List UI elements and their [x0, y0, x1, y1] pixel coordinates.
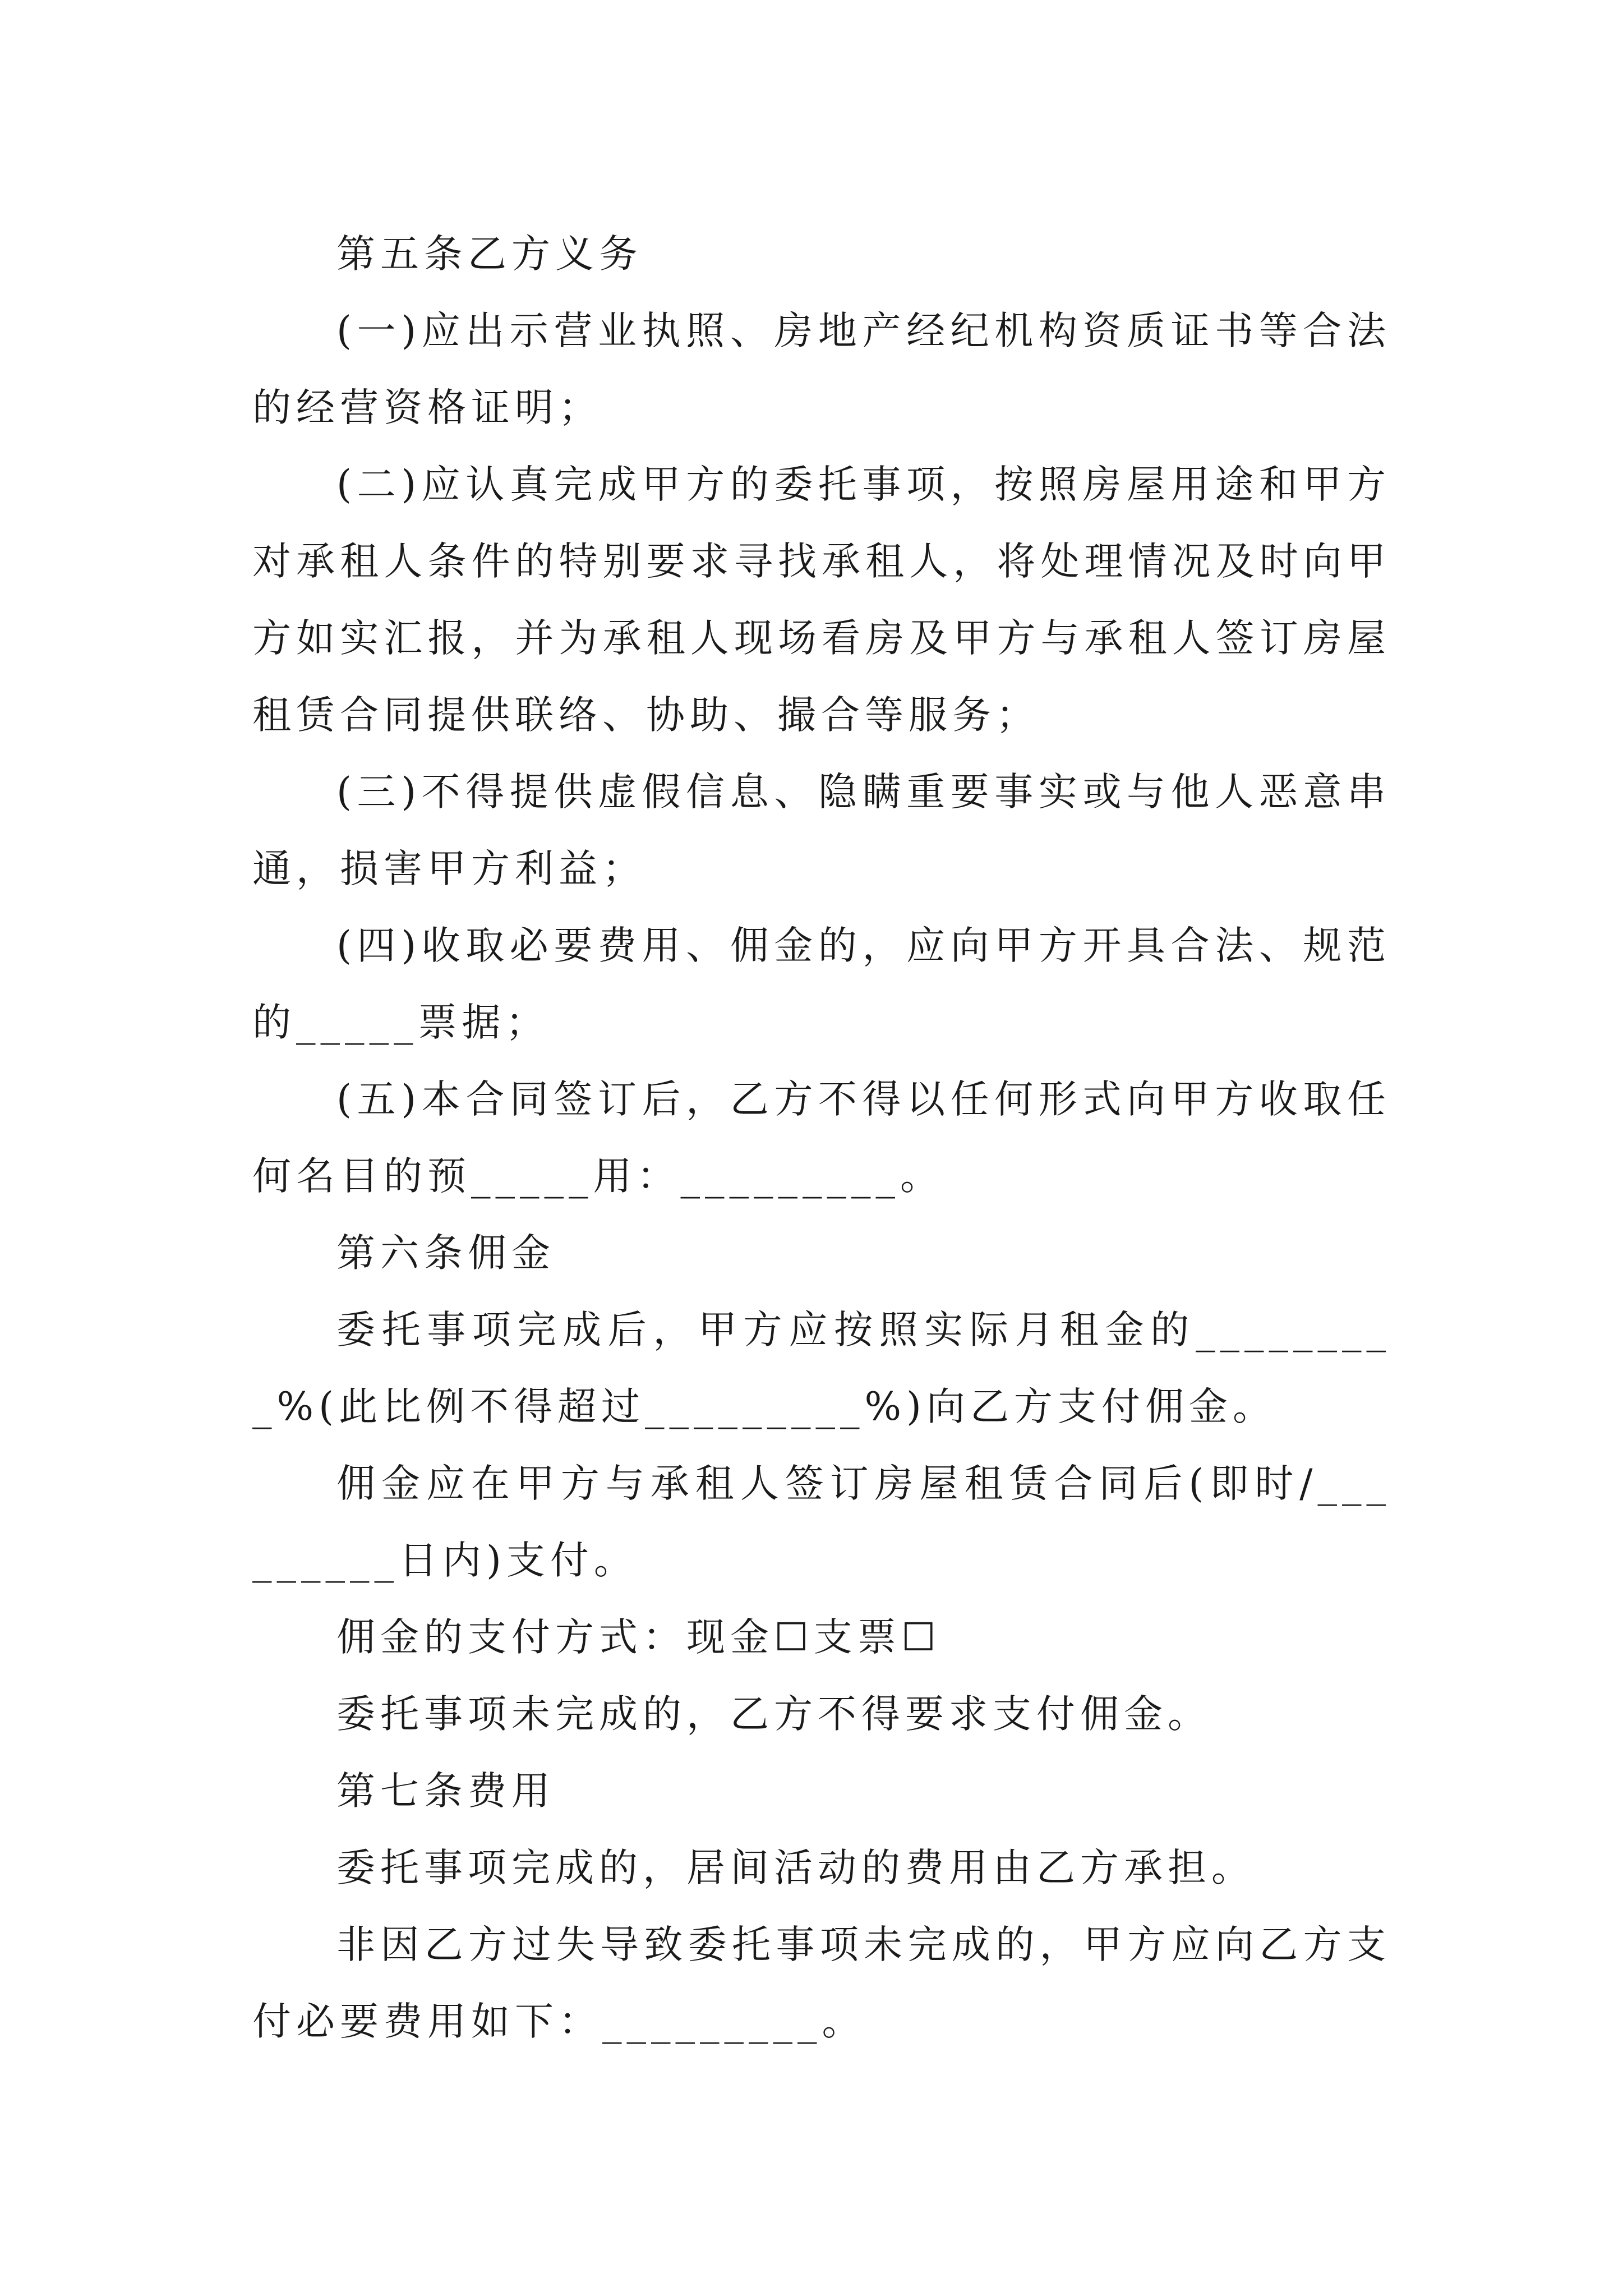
article5-item3: (三)不得提供虚假信息、隐瞒重要事实或与他人恶意串通，损害甲方利益； [252, 770, 1391, 891]
article6-title: 第六条佣金 [336, 1231, 555, 1276]
article5-item4: (四)收取必要费用、佣金的，应向甲方开具合法、规范的_____票据； [252, 923, 1391, 1045]
article6-para2: 佣金应在甲方与承租人签订房屋租赁合同后(即时/_________日内)支付。 [252, 1461, 1391, 1583]
article6-para4: 委托事项未完成的，乙方不得要求支付佣金。 [336, 1692, 1211, 1737]
article5-item5: (五)本合同签订后，乙方不得以任何形式向甲方收取任何名目的预_____用：_________。 [252, 1077, 1391, 1199]
article5-item1: (一)应出示营业执照、房地产经纪机构资质证书等合法的经营资格证明； [252, 309, 1391, 430]
article7-para2: 非因乙方过失导致委托事项未完成的，甲方应向乙方支付必要费用如下：_________。 [252, 1922, 1391, 2044]
document-page [252, 216, 1391, 2060]
article7-title: 第七条费用 [336, 1769, 555, 1814]
article7-para1: 委托事项完成的，居间活动的费用由乙方承担。 [336, 1846, 1255, 1890]
article6-para3: 佣金的支付方式：现金☐支票☐ [336, 1615, 941, 1660]
article6-para1: 委托事项完成后，甲方应按照实际月租金的_________%(此比例不得超过_________%)向乙方支付佣金。 [252, 1308, 1391, 1429]
article5-title: 第五条乙方义务 [336, 232, 643, 277]
article5-item2: (二)应认真完成甲方的委托事项，按照房屋用途和甲方对承租人条件的特别要求寻找承租人，将处理情况及时向甲方如实汇报，并为承租人现场看房及甲方与承租人签订房屋租赁合同提供联络、协助、撮合等服务； [252, 462, 1391, 738]
